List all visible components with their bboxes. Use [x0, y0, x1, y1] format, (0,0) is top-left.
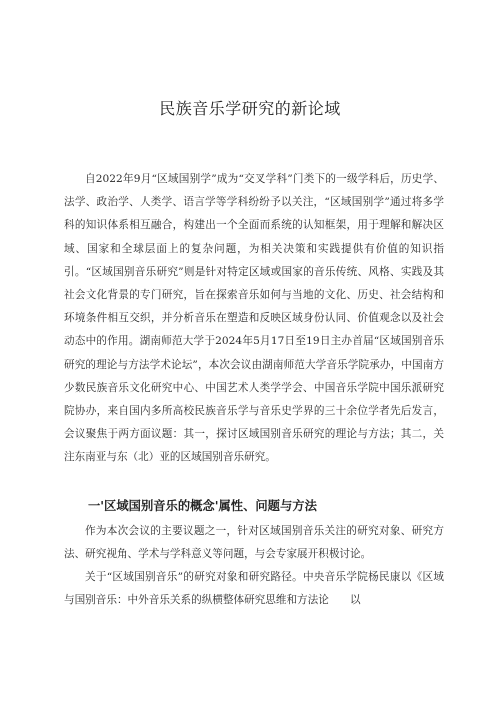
section-paragraph-2: 关于“区域国别音乐”的研究对象和研究路径。中央音乐学院杨民康以《区域与国别音乐：中外音乐关系的纵横整体研究思维和方法论 以 [64, 571, 444, 607]
intro-paragraph: 自2022年9月“区域国别学”成为“交叉学科”门类下的一级学科后，历史学、法学、政治学、人类学、语言学等学科纷纷予以关注，“区域国别学”通过将多学科的知识体系相互融合，构建出一个全面而系统的认知框架，用于理解和解决区域、国家和全球层面上的复杂问题，为相关决策和实践提供有价值的知识指引。“区域国别音乐研究”则是针对特定区域或国家的音乐传统、风格、实践及其社会文化背景的专门研究，旨在探索音乐如何与当地的文化、历史、社会结构和环境条件相互交织，并分析音乐在塑造和反映区域身份认同、价值观念以及社会动态中的作用。湖南师范大学于2024年5月17日至19日主办首届“区域国别音乐研究的理论与方法学术论坛”，本次会议由湖南师范大学音乐学院承办，中国南方少数民族音乐文化研究中心、中国艺术人类学学会、中国音乐学院中国乐派研究院协办，来自国内多所高校民族音乐学与音乐史学界的三十余位学者先后发言，会议聚焦于两方面议题：其一，探讨区域国别音乐研究的理论与方法；其二，关注东南亚与东（北）亚的区域国别音乐研究。 [64, 173, 444, 464]
section-paragraph-1: 作为本次会议的主要议题之一，针对区域国别音乐关注的研究对象、研究方法、研究视角、学术与学科意义等问题，与会专家展开积极讨论。 [64, 525, 444, 561]
section-heading: 一'区域国别音乐的概念'属性、问题与方法 [88, 499, 317, 513]
document-title: 民族音乐学研究的新论域 [159, 99, 341, 118]
